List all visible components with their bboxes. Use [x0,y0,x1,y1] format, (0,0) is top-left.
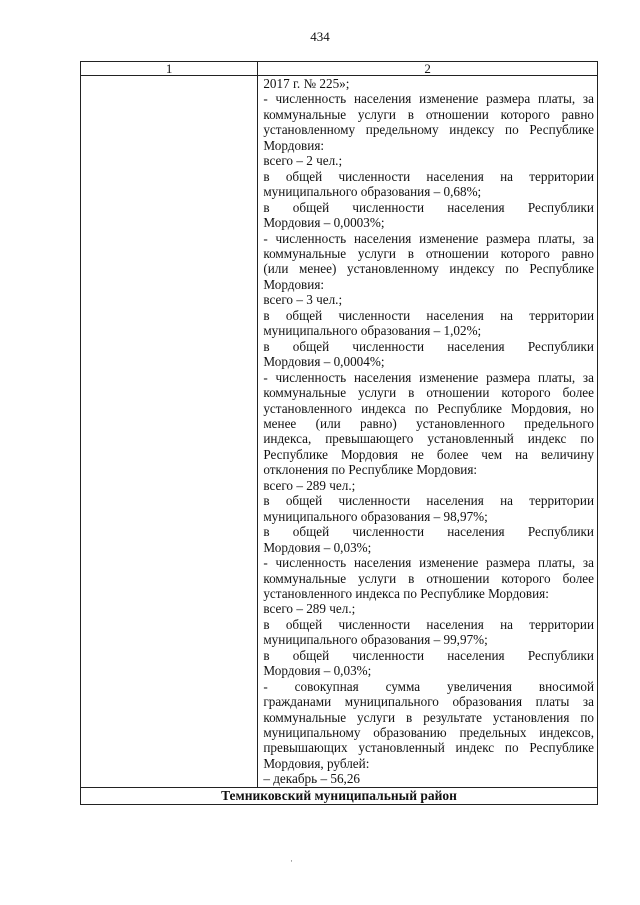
cell-text-block [258,76,597,787]
text-line: коммунальные услуги в отношении которого равно [263,106,594,122]
text-line: муниципального образования – 98,97%; [263,508,488,524]
text-line: Мордовия – 0,0003%; [263,215,385,231]
text-line: Мордовия: [263,276,325,292]
text-line: установленного индекса по Республике Мордовия, но [263,400,594,416]
text-line: муниципального образования – 1,02%; [263,323,482,339]
text-line: в общей численности населения на территории [263,616,594,632]
stray-mark: · [290,856,293,866]
document-table [80,61,598,805]
text-line: отклонения по Республике Мордовия: [263,462,478,478]
district-row [81,787,598,804]
text-line: Мордовия: [263,137,325,153]
text-line: в общей численности населения на территории [263,168,594,184]
text-line: муниципальному образованию предельных индексов, [263,725,594,741]
text-line: муниципального образования – 0,68%; [263,184,482,200]
text-line: всего – 289 чел.; [263,601,356,617]
text-line: - совокупная сумма увеличения вносимой [263,678,594,694]
district-heading: Темниковский муниципальный район [81,787,598,804]
text-line: – декабрь – 56,26 [263,771,361,787]
text-line: менее (или равно) установленного предельного [263,415,594,431]
text-line: Мордовия – 0,0004%; [263,354,385,370]
text-line: коммунальные услуги в отношении которого равно [263,245,594,261]
text-line: всего – 3 чел.; [263,292,343,308]
page-number: 434 [310,29,330,44]
text-line: в общей численности населения Республики [263,338,594,354]
text-line: 2017 г. № 225»; [263,76,350,91]
column-1-cell [81,76,258,788]
table-header-row [81,62,598,76]
column-header-1: 1 [81,62,258,76]
text-line: коммунальные услуги в отношении которого более [263,385,594,401]
text-line: (или менее) установленному индексу по Республике [263,261,594,277]
text-line: Мордовия, рублей: [263,755,370,771]
table-row [81,76,598,788]
column-2-cell [258,76,598,788]
text-line: превышающих установленный индекс по Республике [263,740,594,756]
text-line: в общей численности населения Республики [263,199,594,215]
text-line: индекса, превышающего установленный индекс по [263,431,594,447]
text-line: - численность населения изменение размера платы, за [263,369,594,385]
text-line: Мордовия – 0,03%; [263,663,372,679]
text-line: в общей численности населения на территории [263,307,594,323]
text-line: - численность населения изменение размера платы, за [263,230,594,246]
text-line: в общей численности населения Республики [263,647,594,663]
text-line: - численность населения изменение размера платы, за [263,91,594,107]
column-header-2: 2 [258,62,598,76]
text-line: Мордовия – 0,03%; [263,539,372,555]
text-line: в общей численности населения на территории [263,493,594,509]
text-line: всего – 289 чел.; [263,477,356,493]
text-line: установленному предельному индексу по Республике [263,122,594,138]
text-line: всего – 2 чел.; [263,153,343,169]
text-line: установленного индекса по Республике Мордовия: [263,585,549,601]
text-line: муниципального образования – 99,97%; [263,632,488,648]
text-line: коммунальные услуги в отношении которого более [263,570,594,586]
text-line: - численность населения изменение размера платы, за [263,555,594,571]
text-line: Республике Мордовия не более чем на величину [263,446,594,462]
text-line: коммунальные услуги в результате установления по [263,709,594,725]
text-line: в общей численности населения Республики [263,524,594,540]
text-line: гражданами муниципального образования платы за [263,694,594,710]
